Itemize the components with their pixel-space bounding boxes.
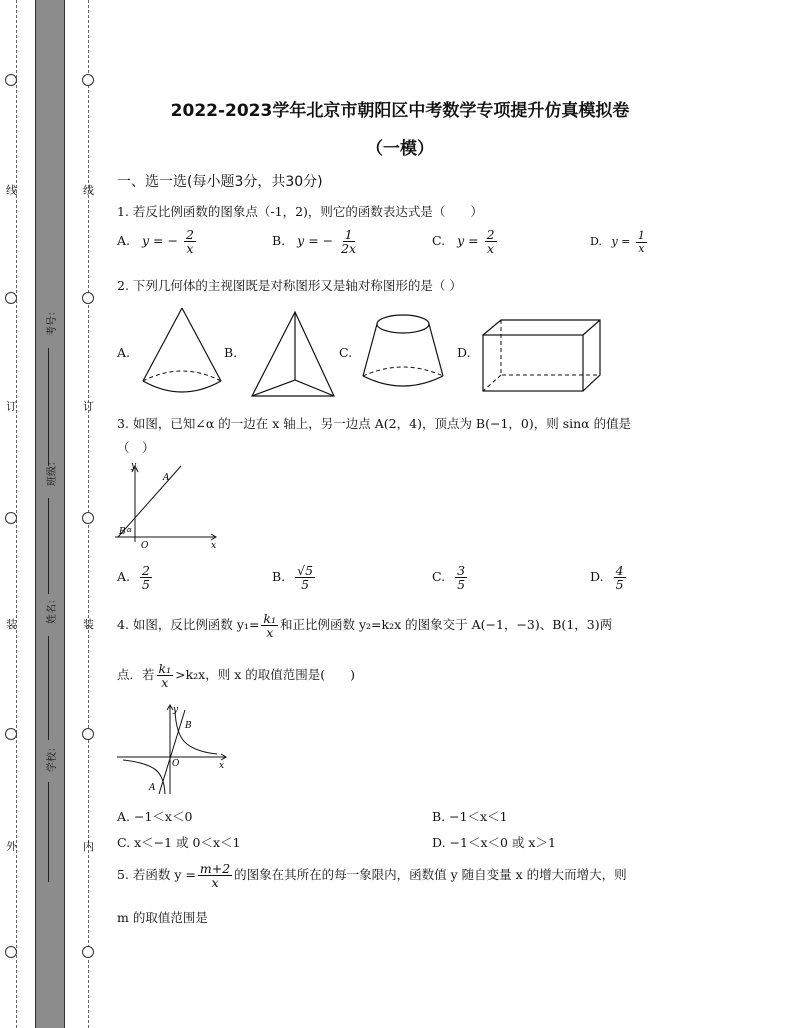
- fraction: [184, 228, 196, 255]
- question-3-stem-cont: （ ）: [117, 440, 155, 455]
- question-4-stem-cont: [117, 662, 355, 689]
- fraction-num: k₁: [158, 661, 172, 676]
- fig4-x-label: x: [219, 761, 225, 771]
- option-label: D.: [590, 569, 604, 585]
- margin-char: 线: [83, 184, 94, 197]
- fraction: [295, 564, 315, 591]
- fig3-x-label: x: [211, 541, 217, 551]
- binding-hole: [82, 512, 94, 524]
- q1-option-a: [117, 228, 198, 255]
- q4-stem-part: >k₂x，则 x 的取值范围是( ): [175, 667, 355, 683]
- fraction-num: m+2: [199, 861, 231, 876]
- fraction-den: 2x: [341, 241, 357, 257]
- fraction: [261, 612, 278, 639]
- fraction-den: x: [161, 675, 169, 691]
- fraction: [339, 228, 358, 255]
- field-label-exam-number: 考号：: [47, 306, 58, 336]
- field-label-school: 学校：: [47, 742, 58, 772]
- fraction: [485, 228, 497, 255]
- option-label: C.: [432, 233, 446, 249]
- fraction: [455, 564, 467, 591]
- q3-option-d: [590, 564, 628, 591]
- q2-label-a: A.: [117, 345, 131, 360]
- margin-char: 内: [83, 840, 94, 853]
- margin-char: 外: [6, 840, 17, 853]
- frustum-figure: [358, 312, 448, 392]
- fraction-den: x: [266, 625, 274, 641]
- binding-hole: [5, 292, 17, 304]
- option-label: B.: [272, 569, 286, 585]
- margin-char: 线: [6, 184, 17, 197]
- section-heading: 一、选一选(每小题3分，共30分): [117, 174, 323, 190]
- fraction-num: 1: [344, 227, 353, 242]
- fraction-den: x: [211, 875, 219, 891]
- q4-stem-part: 点．若: [117, 667, 155, 683]
- binding-hole: [5, 512, 17, 524]
- fig4-o-label: O: [172, 759, 180, 769]
- binding-band: [35, 0, 65, 1028]
- fig4-a-label: A: [149, 783, 156, 793]
- fig3-y-label: y: [131, 461, 137, 471]
- q2-label-b: B.: [224, 345, 238, 360]
- field-line: [48, 498, 49, 594]
- q4-figure: [115, 702, 233, 797]
- question-3-stem: 3. 如图，已知∠α 的一边在 x 轴上，另一边点 A(2，4)，顶点为 B(−1，0)，则 sinα 的值是: [117, 416, 632, 431]
- fig4-y-label: y: [173, 705, 179, 715]
- fraction-den: x: [487, 241, 495, 257]
- q4-stem-part: 和正比例函数 y₂=k₂x 的图象交于 A(−1，−3)、B(1，3)两: [280, 617, 613, 633]
- field-line: [48, 636, 49, 740]
- fraction-num: 2: [185, 227, 194, 242]
- option-label: C.: [432, 569, 446, 585]
- q1-option-d: [590, 230, 649, 254]
- fraction: [198, 862, 232, 889]
- fig3-b-label: B: [119, 527, 126, 537]
- binding-hole: [82, 728, 94, 740]
- fraction-den: 5: [142, 577, 150, 593]
- fraction-den: x: [638, 241, 645, 255]
- fraction: [614, 564, 626, 591]
- q1-option-c: [432, 228, 499, 255]
- option-label: A.: [117, 233, 131, 249]
- question-5-stem: [117, 862, 627, 889]
- q5-stem-part: 5. 若函数 y =: [117, 867, 196, 883]
- option-label: D.: [590, 235, 602, 249]
- margin-char: 订: [83, 400, 94, 413]
- q2-label-d: D.: [457, 345, 471, 360]
- q3-option-a: [117, 564, 154, 591]
- q3-option-b: [272, 564, 317, 591]
- fig3-o-label: O: [141, 541, 149, 551]
- cone-figure: [138, 305, 228, 400]
- fraction: [636, 230, 647, 254]
- binding-hole: [82, 292, 94, 304]
- fraction-num: 2: [486, 227, 495, 242]
- margin-char: 装: [83, 618, 94, 631]
- field-label-class: 班级：: [47, 456, 58, 486]
- q4-option-d: D. −1＜x＜0 或 x＞1: [432, 835, 556, 850]
- margin-char: 订: [6, 400, 17, 413]
- q3-figure: [115, 460, 225, 552]
- option-lhs: y =: [457, 233, 479, 249]
- q5-stem-part: 的图象在其所在的每一象限内，函数值 y 随自变量 x 的增大而增大，则: [234, 867, 627, 883]
- option-label: A.: [117, 569, 131, 585]
- fig3-a-label: A: [163, 473, 170, 483]
- fig3-alpha-label: α: [127, 526, 132, 534]
- pyramid-figure: [248, 308, 338, 398]
- binding-hole: [5, 74, 17, 86]
- q4-option-c: C. x＜−1 或 0＜x＜1: [117, 835, 241, 850]
- binding-hole: [5, 728, 17, 740]
- binding-hole: [82, 74, 94, 86]
- q4-stem-part: 4. 如图，反比例函数 y₁=: [117, 617, 260, 633]
- question-5-stem-cont: m 的取值范围是: [117, 910, 208, 925]
- option-label: B.: [272, 233, 286, 249]
- q4-option-b: B. −1＜x＜1: [432, 809, 508, 824]
- question-1-stem: 1. 若反比例函数的图象点（-1，2)，则它的函数表达式是（ ）: [117, 204, 483, 219]
- binding-hole: [5, 946, 17, 958]
- margin-char: 装: [6, 618, 17, 631]
- fraction: [157, 662, 174, 689]
- fraction-num: 1: [637, 229, 645, 242]
- fraction-num: k₁: [263, 611, 277, 626]
- q3-option-c: [432, 564, 469, 591]
- fraction-num: 3: [457, 563, 466, 578]
- fraction-den: x: [186, 241, 194, 257]
- fraction-den: 5: [615, 577, 624, 593]
- field-label-name: 姓名：: [47, 594, 58, 624]
- fraction-den: 5: [301, 577, 310, 593]
- exam-subtitle: （一模）: [366, 139, 434, 159]
- fig4-b-label: B: [185, 721, 192, 731]
- option-lhs: y = −: [142, 233, 178, 249]
- question-4-stem: [117, 612, 612, 639]
- question-2-stem: 2. 下列几何体的主视图既是对称图形又是轴对称图形的是（ ）: [117, 278, 462, 293]
- option-lhs: y = −: [297, 233, 334, 249]
- box-figure: [480, 318, 604, 394]
- fraction-den: 5: [457, 577, 466, 593]
- option-lhs: y =: [611, 235, 631, 249]
- q1-option-b: [272, 228, 360, 255]
- fraction-num: √5: [297, 563, 314, 578]
- field-line: [48, 348, 49, 466]
- q2-label-c: C.: [339, 345, 353, 360]
- field-line: [48, 782, 49, 882]
- fraction-num: 2: [142, 563, 150, 578]
- fraction-num: 4: [615, 563, 624, 578]
- q4-option-a: A. −1＜x＜0: [117, 809, 193, 824]
- exam-title: 2022-2023学年北京市朝阳区中考数学专项提升仿真模拟卷: [170, 101, 630, 121]
- fraction: [140, 564, 152, 591]
- binding-hole: [82, 946, 94, 958]
